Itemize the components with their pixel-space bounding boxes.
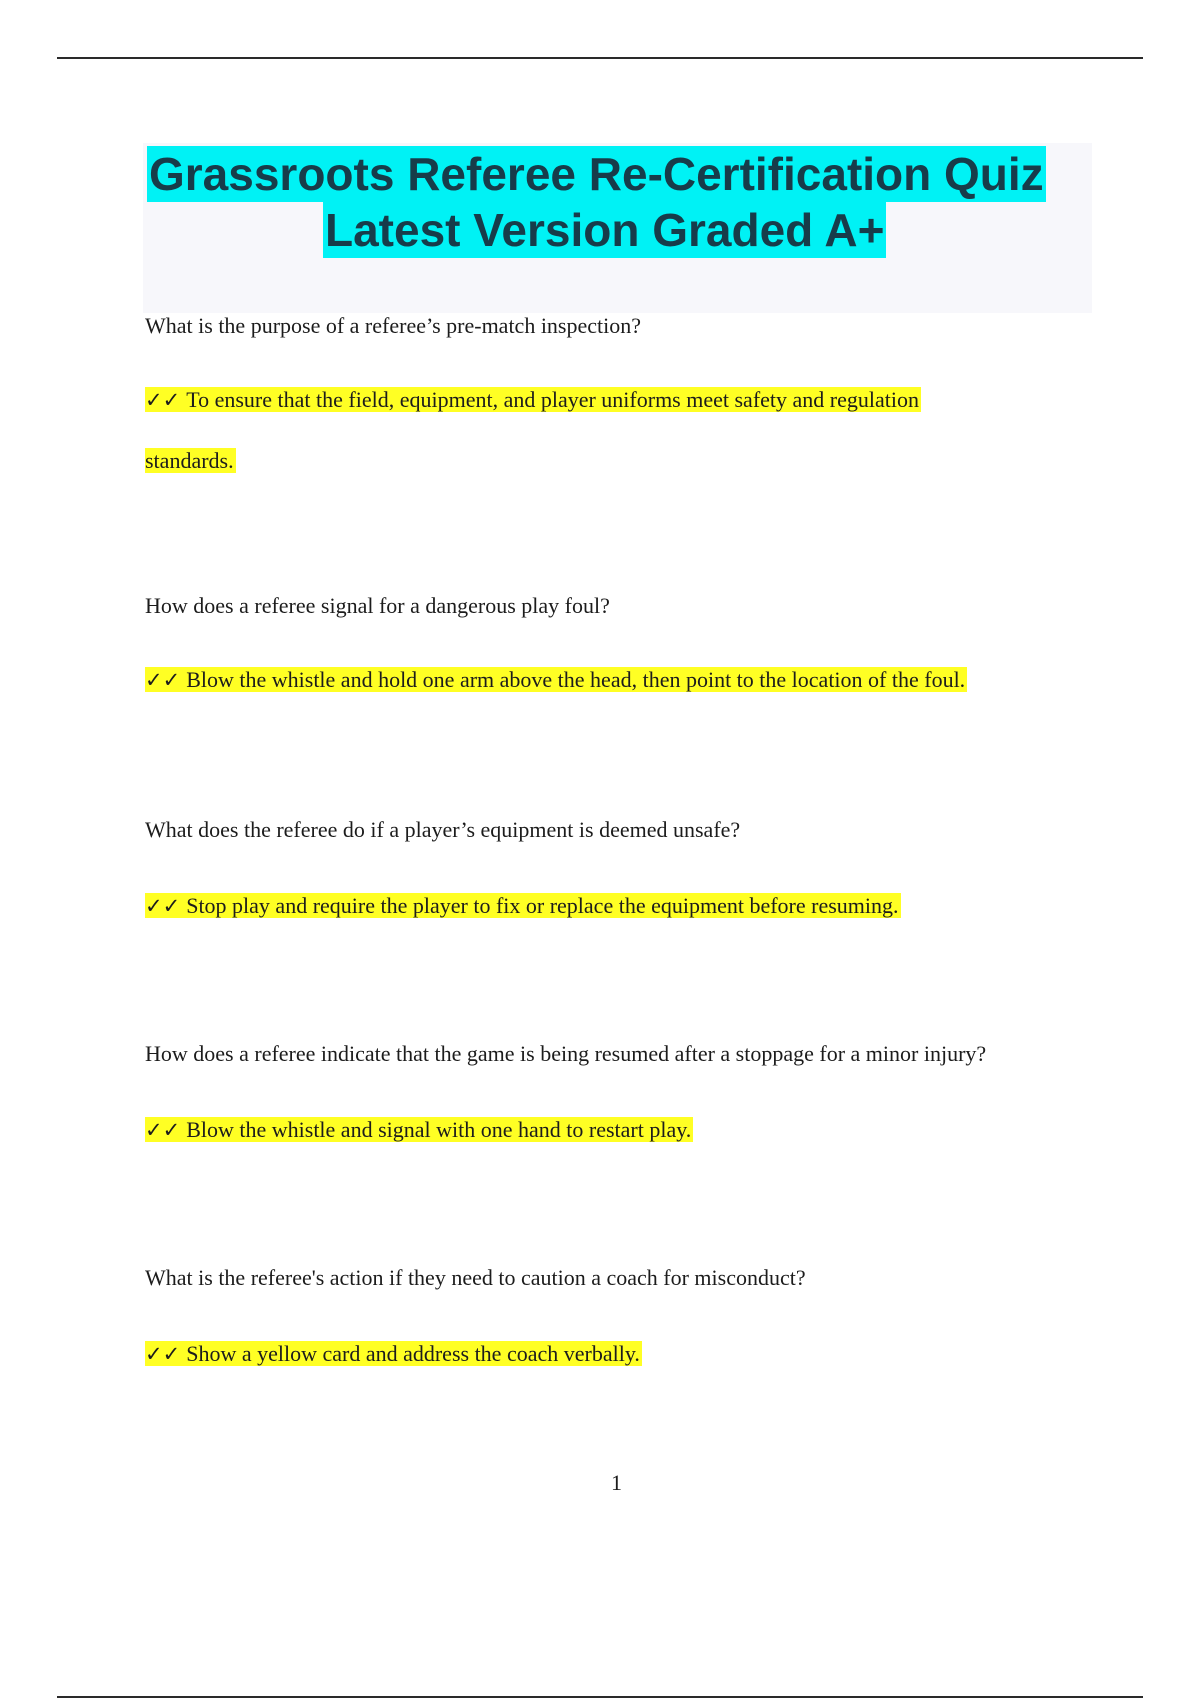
check-mark-icon: ✓✓ (145, 1118, 181, 1142)
answer-highlight (145, 893, 901, 918)
question-text: How does a referee signal for a dangerous play foul? (145, 593, 610, 618)
document-title-line-2: Latest Version Graded A+ (325, 204, 885, 256)
question-text: What is the purpose of a referee’s pre-match inspection? (145, 313, 642, 338)
answer-line-1: Show a yellow card and address the coach verbally. (186, 1341, 640, 1366)
answer-line-1: Blow the whistle and signal with one hand to restart play. (186, 1117, 692, 1142)
footer-rule (57, 1696, 1143, 1698)
answer-text-continued (145, 444, 236, 478)
document-title-line-1: Grassroots Referee Re-Certification Quiz (149, 148, 1044, 200)
check-mark-icon: ✓✓ (145, 1342, 181, 1366)
answer-text (145, 663, 967, 697)
answer-highlight (145, 1117, 693, 1142)
question-text: What is the referee's action if they need to caution a coach for misconduct? (145, 1265, 806, 1290)
answer-text (145, 1337, 642, 1371)
answer-text (145, 889, 901, 923)
answer-highlight (145, 667, 967, 692)
question-text: How does a referee indicate that the game is being resumed after a stoppage for a minor injury? (145, 1041, 987, 1066)
answer-line-1: Stop play and require the player to fix or replace the equipment before resuming. (186, 893, 899, 918)
check-mark-icon: ✓✓ (145, 668, 181, 692)
check-mark-icon: ✓✓ (145, 388, 181, 412)
answer-line-1: Blow the whistle and hold one arm above the head, then point to the location of the foul. (186, 667, 966, 692)
answer-line-2: standards. (145, 448, 234, 473)
answer-highlight (145, 387, 921, 412)
answer-highlight (145, 1341, 642, 1366)
answer-line-1: To ensure that the field, equipment, and player uniforms meet safety and regulation (186, 387, 919, 412)
question-text: What does the referee do if a player’s equipment is deemed unsafe? (145, 817, 741, 842)
answer-text (145, 1113, 693, 1147)
page-number: 1 (611, 1470, 622, 1495)
answer-text (145, 383, 921, 417)
check-mark-icon: ✓✓ (145, 894, 181, 918)
header-rule (57, 57, 1143, 59)
title-block (143, 143, 1092, 313)
